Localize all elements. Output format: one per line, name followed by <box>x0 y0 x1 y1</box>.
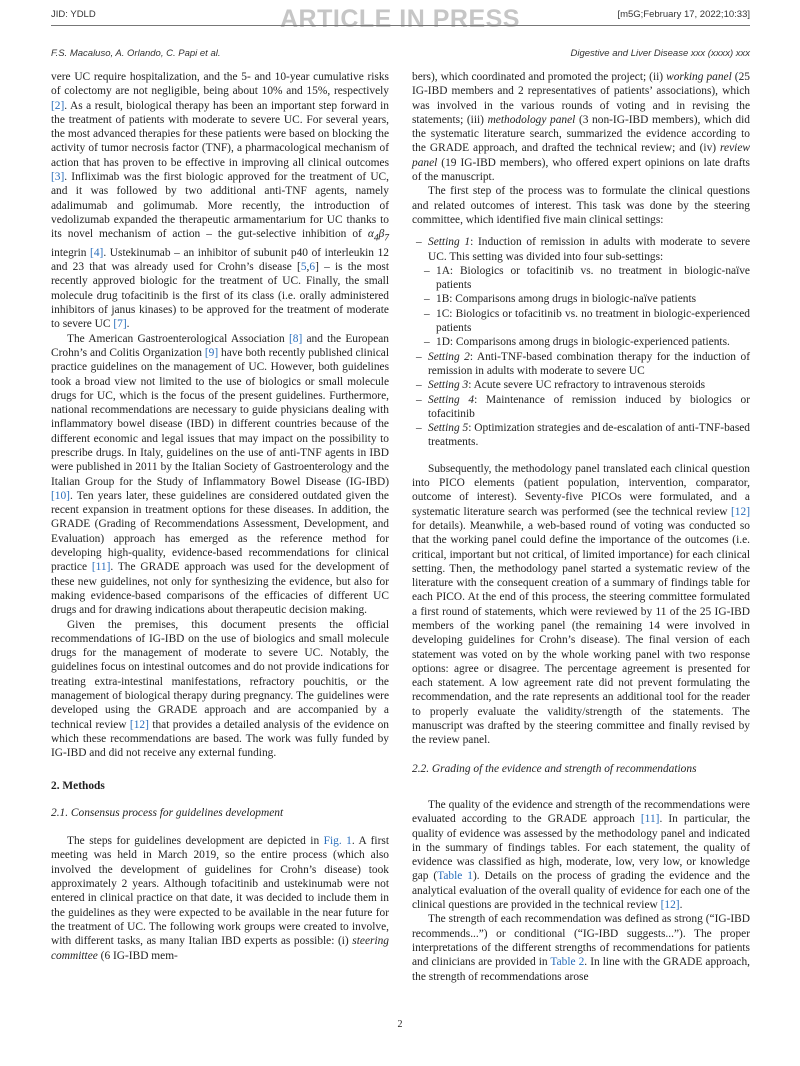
citation-link[interactable]: [12] <box>129 718 149 731</box>
text: : Maintenance of remission induced by biologics or tofacitinib <box>428 393 750 420</box>
header-rule <box>51 25 750 26</box>
settings-list <box>412 235 750 449</box>
list-item: – 1C: Biologics or tofacitinib vs. no treatment in biologic-experienced patients <box>412 307 750 336</box>
left-column <box>51 70 389 963</box>
citation-link[interactable]: [7] <box>113 318 127 331</box>
paragraph <box>412 70 750 184</box>
citation-link[interactable]: 5 <box>300 261 307 274</box>
text: ). Details on the process of grading the evidence and the analytical evaluation of the overall quality of evidence for each one of the clinical questions are provided in the technical review <box>412 870 750 912</box>
citation-link[interactable]: [12] <box>660 899 680 912</box>
text: for details). Meanwhile, a web-based round of voting was conducted so that the working panel could define the importance of the outcomes (i.e. critical, important but not critical, of limited importance) for each clinical setting. Then, the methodology panel started a systematic review of the literature with the consequent creation of a summary of findings table for each PICO. At the end of this process, the steering committee formulated a first round of statements, which were reviewed by 11 of the 25 IG-IBD members of the working panel (the remaining 14 were involved in developing guidelines for Crohn’s disease). The final version of each statement was voted on by the whole working panel with two response options: agree or disagree. The percentage agreement is presented for each statement. A low agreement rate did not prevent formulating the recommendation, and the rate represents an additional tool for the reader to properly evaluate the validity/strength of the statements. The manuscript was drafted by the steering committee and finally revised by the review panel. <box>412 519 750 747</box>
paragraph <box>412 912 750 983</box>
citation-link[interactable]: [4] <box>90 246 104 259</box>
citation-link[interactable]: [10] <box>51 489 70 502</box>
text: The quality of the evidence and strength of the recommendations were evaluated according to the GRADE approach <box>412 798 750 826</box>
article-in-press-banner: ARTICLE IN PRESS <box>280 5 520 33</box>
text: . Ustekinumab – an inhibitor of subunit p40 of interleukin 12 and 23 that was already used for Crohn’s disease [ <box>51 246 390 274</box>
subsettings-list <box>412 264 750 350</box>
list-item: – 1D: Comparisons among drugs in biologic-experienced patients. <box>412 335 750 349</box>
list-item <box>412 421 750 450</box>
setting-label: Setting 5 <box>428 422 469 435</box>
journal-id: JID: YDLD <box>51 9 96 20</box>
text: review panel <box>412 142 750 169</box>
text: The strength of each recommendation was defined as strong (“IG-IBD recommends...”) or conditional (“IG-IBD suggests...”). The proper interpretations of the different strengths of recommendations for patients and clinicians are provided in <box>412 913 750 969</box>
text: : Optimization strategies and de-escalation of anti-TNF-based treatments. <box>428 422 751 449</box>
text: (6 IG-IBD mem- <box>97 949 178 962</box>
paragraph: The first step of the process was to formulate the clinical questions and related outcomes of interest. This task was done by the steering committee, which identified five main clinical settings: <box>412 185 750 226</box>
text: , <box>306 261 310 274</box>
list-item <box>412 350 750 379</box>
text: : Induction of remission in adults with moderate to severe UC. This setting was divided into four sub-settings: <box>428 236 750 263</box>
text: integrin <box>51 246 91 259</box>
setting-label: Setting 3 <box>428 379 469 392</box>
section-heading: 2. Methods <box>51 779 105 792</box>
alpha-symbol: $\alpha_4\beta_7$ <box>367 228 389 244</box>
text: : Acute severe UC refractory to intravenous steroids <box>468 379 706 392</box>
text: . In particular, the quality of evidence was assessed by the methodology panel and indicated in the summary of findings tables. For each statement, the quality of evidence was classified as high, moderate, low, very low, or knowledge gap ( <box>412 813 751 883</box>
table-link[interactable]: Table 2 <box>550 956 585 969</box>
text: The steps for guidelines development are depicted in <box>67 835 324 848</box>
text: Given the premises, this document presents the official recommendations of IG-IBD on the use of biologics and small molecule drugs for the management of moderate to severe UC. Notably, the guidelines focus on intestinal outcomes and do not provide indications for treating extra-intestinal manifestations, refractory pouchitis, or the management of biological therapy during pregnancy. The guidelines were developed using the GRADE approach and are accompanied by a technical review <box>51 618 389 731</box>
text: (19 IG-IBD members), who offered expert opinions on late drafts of the manuscript. <box>412 156 750 184</box>
citation-link[interactable]: [2] <box>51 99 65 112</box>
citation-link[interactable]: [3] <box>51 171 65 184</box>
setting-label: Setting 2 <box>428 350 470 363</box>
running-journal: Digestive and Liver Disease xxx (xxxx) xxx <box>570 48 750 59</box>
text: methodology panel <box>487 113 576 126</box>
citation-link[interactable]: [11] <box>640 813 660 826</box>
text: (25 IG-IBD members and 2 representatives of patients’ associations), which was involved in the various rounds of voting and in revising the statements; (iii) <box>412 71 750 126</box>
citation-link[interactable]: [8] <box>288 332 303 345</box>
paragraph <box>51 618 389 761</box>
text: Subsequently, the methodology panel translated each clinical question into PICO elements (patient population, intervention, comparator, outcome of interest). Seventy-five PICOs were formulated, and a systematic literature search was performed (see the technical review <box>412 462 750 518</box>
text: bers), which coordinated and promoted the project; (ii) <box>412 71 667 83</box>
paragraph <box>51 332 389 618</box>
citation-link[interactable]: [9] <box>204 346 219 359</box>
page-number: 2 <box>397 1019 403 1030</box>
text: . <box>679 899 683 912</box>
text: . In line with the GRADE approach, the strength of recommendations arose <box>412 956 750 983</box>
text: . Infliximab was the first biologic approved for the treatment of UC, and it was followed by two additional anti-TNF agents, namely adalimumab and golimumab. More recently, the introduction of vedolizumab expanded the therapeutic armamentarium for UC thanks to its novel mechanism of action – the gut-selective inhibition of <box>51 171 389 241</box>
table-link[interactable]: Table 1 <box>437 870 473 883</box>
text: . Ten years later, these guidelines are considered outdated given the recent expansion in treatment options for these diseases. In addition, the GRADE (Grading of Recommendations Assessment, Development, and Evaluation) approach has emerged as the reference method for developing high-quality, evidence-based recommendations for clinical practice <box>51 489 389 574</box>
text: that provides a detailed analysis of the evidence on which these recommendations are based. The work was fully funded by IG-IBD and did not receive any external funding. <box>51 718 389 760</box>
paragraph <box>412 798 750 912</box>
running-authors: F.S. Macaluso, A. Orlando, C. Papi et al. <box>51 48 221 59</box>
right-column <box>412 70 750 984</box>
list-item <box>412 378 750 392</box>
subsection-heading: 2.2. Grading of the evidence and strength of recommendations <box>412 762 697 775</box>
citation-link[interactable]: 6 <box>309 261 316 274</box>
text: . As a result, biological therapy has been an important step forward in the treatment of patients with moderate to severe UC. For several years, the most advanced therapies for these patients were based on blocking the activity of tumor necrosis factor (TNF), a pharmacological mechanism of action that has proven to be effective in improving all clinical outcomes <box>51 99 389 169</box>
text: . <box>126 318 130 331</box>
text: . A first meeting was held in March 2019, so the entire process (which also involved the development of guidelines for Crohn’s disease) took approximately 2 years. Although tofacitinib and ustekinumab were not entered in clinical practice on that date, it was decided to include them in the guidelines as they were expected to be available in the near future for the treatment of UC. The following work groups were created to involve, with different tasks, as many Italian IBD experts as possible: (i) <box>51 835 389 948</box>
setting-label: Setting 4 <box>428 393 475 406</box>
list-item <box>412 393 750 422</box>
text: and the European Crohn’s and Colitis Organization <box>51 332 389 359</box>
text: ] – is the most recently approved biologic for the treatment of UC. Finally, the small molecule drug tofacitinib is the first of its class (i.e. orally administered inhibitors of janus kinases) to be approved for the treatment of moderate to severe UC <box>51 261 390 331</box>
list-item: – 1B: Comparisons among drugs in biologic-naïve patients <box>412 292 750 306</box>
paragraph <box>51 834 389 963</box>
citation-link[interactable]: [12] <box>731 505 750 518</box>
text: have both recently published clinical practice guidelines on the management of UC. However, both guidelines took a broad view not limited to the use of biologics or small molecule drugs for UC, which is the focus of the present guidelines. Furthermore, national recommendations are necessary to guide physicians dealing with inflammatory bowel disease (IBD) in different countries because of the different economic and legal issues that may impact on the possibility to prescribe drugs. In Italy, guidelines on the use of anti-TNF agents in IBD were published in 2011 by the Italian Society of Gastroenterology and the Italian Group for the Study of Inflammatory Bowel Disease (IG-IBD) <box>51 346 389 488</box>
build-stamp: [m5G;February 17, 2022;10:33] <box>617 9 750 20</box>
text: working panel <box>666 71 732 83</box>
text: steering committee <box>51 935 389 962</box>
citation-link[interactable]: [11] <box>91 561 111 574</box>
text: The American Gastroenterological Association <box>67 332 289 345</box>
text: . The GRADE approach was used for the development of these new guidelines, not only for synthesizing the evidence, but also for making evidence-based comparisons of the efficacies of different UC drugs and for drawing indications about therapeutic decision making. <box>51 561 389 617</box>
paragraph <box>51 70 389 332</box>
figure-link[interactable]: Fig. 1 <box>323 835 352 848</box>
text: vere UC require hospitalization, and the 5- and 10-year cumulative risks of colectomy are not negligible, being about 10% and 15%, respectively <box>51 71 389 98</box>
list-item <box>412 235 750 349</box>
list-item: – 1A: Biologics or tofacitinib vs. no treatment in biologic-naïve patients <box>412 264 750 293</box>
subsection-heading: 2.1. Consensus process for guidelines development <box>51 806 284 819</box>
text: (3 non-IG-IBD members), which did the systematic literature search, summarized the evidence according to the GRADE approach, and drafted the technical review; and (iv) <box>412 113 750 155</box>
text: : Anti-TNF-based combination therapy for the induction of remission in adults with moderate to severe UC <box>428 350 750 377</box>
setting-label: Setting 1 <box>428 236 471 249</box>
paragraph <box>412 462 750 748</box>
